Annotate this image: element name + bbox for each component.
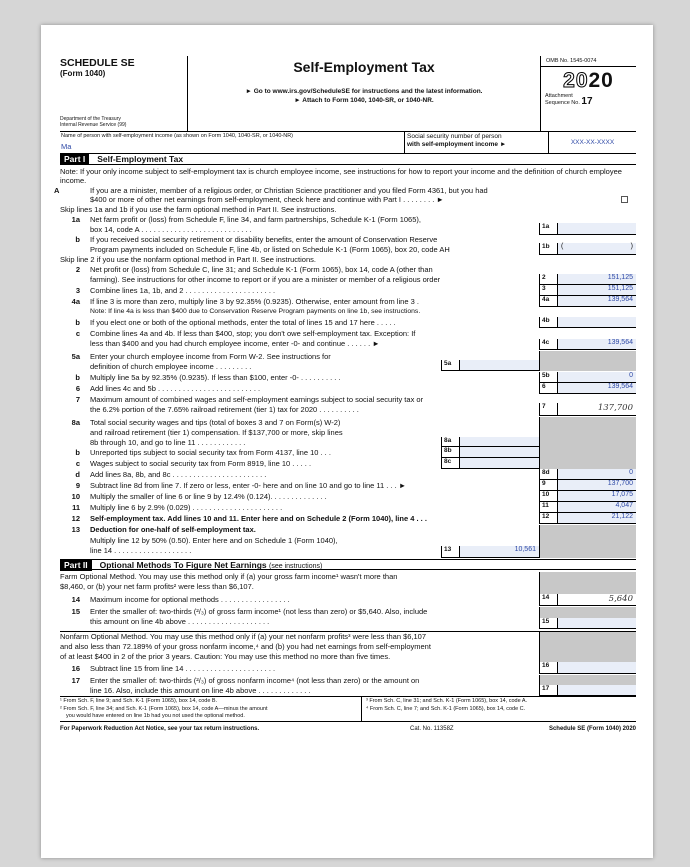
line-6-amount[interactable]: 139,564 bbox=[557, 383, 636, 394]
line-17-text1: Enter the smaller of: two-thirds (²/₃) of gross nonfarm income⁴ (not less than zero) or the amount on bbox=[90, 676, 420, 685]
part1-header bbox=[60, 154, 636, 165]
part1-note: Note: If your only income subject to self-employment tax is church employee income, see instructions for how to report your income and the definition of church employee income. bbox=[60, 167, 622, 185]
name-row bbox=[60, 132, 636, 154]
line-11-label-box: 11 bbox=[539, 502, 557, 513]
footnote-3: ³ From Sch. C, line 31; and Sch. K-1 (Form 1065), box 14, code A. bbox=[366, 698, 528, 704]
line-7-amount[interactable]: 137,700 bbox=[557, 403, 636, 416]
goto-line: ► Go to www.irs.gov/ScheduleSE for instructions and the latest information. bbox=[245, 88, 483, 95]
part1-title: Self-Employment Tax bbox=[97, 154, 184, 164]
ssn-label-1: Social security number of person bbox=[407, 133, 502, 140]
line-15-text1: Enter the smaller of: two-thirds (²/₃) of gross farm income¹ (not less than zero) or $5,640. Also, include bbox=[90, 607, 428, 616]
line-4a-text1: If line 3 is more than zero, multiply line 3 by 92.35% (0.9235). Otherwise, enter amount from line 3 . bbox=[90, 297, 419, 306]
line-8a-text2: and railroad retirement (tier 1) compensation. If $137,700 or more, skip lines bbox=[90, 428, 343, 437]
farm-method-text2: $8,460, or (b) your net farm profits² were less than $6,107. bbox=[60, 582, 254, 591]
line-1a-text1: Net farm profit or (loss) from Schedule F, line 34, and farm partnerships, Schedule K-1 (Form 1065), bbox=[90, 215, 421, 224]
line-13-label-box: 13 bbox=[441, 546, 459, 558]
line-a-number: A bbox=[54, 186, 60, 195]
footnote-2a: ² From Sch. F, line 34; and Sch. K-1 (Form 1065), box 14, code A—minus the amount bbox=[60, 706, 268, 712]
line-3-label-box: 3 bbox=[539, 285, 557, 296]
form-reference: Schedule SE (Form 1040) 2020 bbox=[548, 726, 636, 732]
shaded-block-17 bbox=[539, 675, 636, 685]
line-8c-label-box: 8c bbox=[441, 458, 459, 469]
line-13-text3: line 14 . . . . . . . . . . . . . . . . . . . bbox=[90, 546, 192, 555]
skip1-text: Skip lines 1a and 1b if you use the farm optional method in Part II. See instructions. bbox=[60, 205, 337, 214]
dept-line1: Department of the Treasury bbox=[60, 116, 121, 122]
footnote-2b: you would have entered on line 1b had you not used the optional method. bbox=[66, 713, 245, 719]
nonfarm-method-text1: Nonfarm Optional Method. You may use this method only if (a) your net nonfarm profits³ were less than $6,107 bbox=[60, 632, 427, 641]
line-4b-text: If you elect one or both of the optional methods, enter the total of lines 15 and 17 here . . . . . bbox=[90, 318, 396, 327]
line-a-text1: If you are a minister, member of a religious order, or Christian Science practitioner and you filed Form 4361, but you had bbox=[90, 186, 488, 195]
line-16-amount[interactable] bbox=[557, 662, 636, 674]
line-14-text: Maximum income for optional methods . . . . . . . . . . . . . . . . . bbox=[90, 595, 290, 604]
catalog-number: Cat. No. 11358Z bbox=[410, 726, 454, 732]
line-13-amount[interactable]: 10,561 bbox=[459, 546, 539, 558]
line-5a-text2: definition of church employee income . . . . . . . . . bbox=[90, 362, 252, 371]
schedule-form: (Form 1040) bbox=[60, 69, 106, 78]
line-2-amount[interactable]: 151,125 bbox=[557, 274, 636, 285]
name-value: Ma bbox=[61, 142, 72, 151]
line-8d-label-box: 8d bbox=[539, 469, 557, 480]
part2-title: Optional Methods To Figure Net Earnings bbox=[99, 560, 267, 570]
attachment-label: Attachment bbox=[545, 93, 573, 99]
line-8d-amount[interactable]: 0 bbox=[557, 469, 636, 480]
line-1b-text1: If you received social security retirement or disability benefits, enter the amount of Conservation Reserve bbox=[90, 235, 438, 244]
line-14-amount[interactable]: 5,640 bbox=[557, 594, 636, 606]
part2-header bbox=[60, 559, 636, 570]
line-8c-text: Wages subject to social security tax from Form 8919, line 10 . . . . . bbox=[90, 459, 312, 468]
footer-rule bbox=[60, 721, 636, 722]
footnote-1: ¹ From Sch. F, line 9; and Sch. K-1 (Form 1065), box 14, code B. bbox=[60, 698, 218, 704]
line-4b-label-box: 4b bbox=[539, 317, 557, 328]
line-8b-amount[interactable] bbox=[459, 447, 539, 458]
line-15-text2: this amount on line 4b above . . . . . . . . . . . . . . . . . . . . bbox=[90, 617, 270, 626]
line-16-text: Subtract line 15 from line 14 . . . . . . . . . . . . . . . . . . . . . . bbox=[90, 664, 276, 673]
footnote-4: ⁴ From Sch. C, line 7; and Sch. K-1 (Form 1065), box 14, code C. bbox=[366, 706, 526, 712]
line-4a-label-box: 4a bbox=[539, 296, 557, 307]
nonfarm-method-text3: of at least $400 in 2 of the prior 3 years. Caution: You may use this method no more than five times. bbox=[60, 652, 391, 661]
line-17-amount[interactable] bbox=[557, 685, 636, 696]
line-10-text: Multiply the smaller of line 6 or line 9 by 12.4% (0.124). . . . . . . . . . . . . . bbox=[90, 492, 327, 501]
shaded-block-5a bbox=[539, 351, 636, 371]
line-8a-text3: 8b through 10, and go to line 11 . . . . . . . . . . . . bbox=[90, 438, 246, 447]
line-7-label-box: 7 bbox=[539, 403, 557, 416]
line-1b-open-paren: ( bbox=[561, 243, 564, 250]
year-outline: 20 bbox=[563, 69, 589, 92]
farm-method-text1: Farm Optional Method. You may use this method only if (a) your gross farm income¹ wasn't more than bbox=[60, 572, 398, 581]
nonfarm-method-text2: and also less than 72.189% of your gross nonfarm income,⁴ and (b) you had net earnings from self-employment bbox=[60, 642, 431, 651]
line-12-label-box: 12 bbox=[539, 513, 557, 524]
line-2-label-box: 2 bbox=[539, 274, 557, 285]
part1-tag: Part I bbox=[60, 154, 89, 165]
omb-number: OMB No. 1545-0074 bbox=[541, 56, 636, 67]
part2-tag: Part II bbox=[60, 560, 92, 571]
year-solid: 20 bbox=[588, 69, 614, 92]
line-4b-amount[interactable] bbox=[557, 317, 636, 328]
line-7-text2: the 6.2% portion of the 7.65% railroad retirement (tier 1) tax for 2020 . . . . . . . . . . bbox=[90, 405, 359, 414]
title-block bbox=[188, 56, 540, 131]
line-17-text2: line 16. Also, include this amount on line 4b above . . . . . . . . . . . . . bbox=[90, 686, 311, 695]
line-11-amount[interactable]: 4,047 bbox=[557, 502, 636, 513]
line-1a-amount[interactable] bbox=[557, 223, 636, 235]
form-page bbox=[41, 25, 653, 858]
ssn-label-2: with self-employment income ► bbox=[407, 141, 507, 148]
sequence-label: Sequence No. bbox=[545, 100, 580, 106]
line-6-text: Add lines 4c and 5b . . . . . . . . . . . . . . . . . . . . . . . . . bbox=[90, 384, 261, 393]
line-17-label-box: 17 bbox=[539, 685, 557, 696]
shaded-block-15 bbox=[539, 607, 636, 618]
line-1a-label-box: 1a bbox=[539, 223, 557, 235]
line-3-text: Combine lines 1a, 1b, and 2 . . . . . . . . . . . . . . . . . . . . . . bbox=[90, 286, 276, 295]
attach-line: ► Attach to Form 1040, 1040-SR, or 1040-NR. bbox=[294, 97, 434, 104]
line-1b-text2: Program payments included on Schedule F, line 4b, or listed on Schedule K-1 (Form 1065), box 20, code AH bbox=[90, 245, 450, 254]
line-12-text: Self-employment tax. Add lines 10 and 11. Enter here and on Schedule 2 (Form 1040), line 4 . . . bbox=[90, 514, 427, 523]
line-15-amount[interactable] bbox=[557, 618, 636, 629]
minister-checkbox[interactable] bbox=[621, 196, 628, 203]
line-13-text1: Deduction for one-half of self-employment tax. bbox=[90, 525, 256, 534]
ssn-label bbox=[407, 133, 547, 149]
shaded-block-8 bbox=[539, 417, 636, 469]
line-8a-label-box: 8a bbox=[441, 437, 459, 447]
schedule-title: SCHEDULE SE bbox=[60, 57, 135, 69]
line-5a-amount[interactable] bbox=[459, 360, 539, 371]
line-2-text1: Net profit or (loss) from Schedule C, line 31; and Schedule K-1 (Form 1065), box 14, code A (other than bbox=[90, 265, 433, 274]
name-label: Name of person with self-employment income (as shown on Form 1040, 1040-SR, or 1040-NR) bbox=[61, 133, 294, 139]
line-8a-text1: Total social security wages and tips (total of boxes 3 and 7 on Form(s) W-2) bbox=[90, 418, 341, 427]
line-1b-close-paren: ) bbox=[630, 243, 633, 250]
line-4c-text2: less than $400 and you had church employee income, enter -0- and continue . . . . . . ► bbox=[90, 339, 380, 348]
ssn-field[interactable]: XXX-XX-XXXX bbox=[548, 132, 636, 153]
line-9-text: Subtract line 8d from line 7. If zero or less, enter -0- here and on line 10 and go to line 11 . . . ► bbox=[90, 481, 407, 490]
skip2-text: Skip line 2 if you use the nonfarm optional method in Part II. See instructions. bbox=[60, 255, 316, 264]
line-4c-amount[interactable]: 139,564 bbox=[557, 339, 636, 350]
line-1a-text2: box 14, code A . . . . . . . . . . . . . . . . . . . . . . . . . . . bbox=[90, 225, 252, 234]
name-field[interactable] bbox=[60, 132, 405, 153]
paperwork-notice: For Paperwork Reduction Act Notice, see your tax return instructions. bbox=[60, 726, 260, 732]
line-1b-amount[interactable] bbox=[557, 243, 636, 255]
line-16-label-box: 16 bbox=[539, 662, 557, 674]
line-15-label-box: 15 bbox=[539, 618, 557, 629]
line-11-text: Multiply line 6 by 2.9% (0.029) . . . . . . . . . . . . . . . . . . . . . . bbox=[90, 503, 283, 512]
line-10-label-box: 10 bbox=[539, 491, 557, 502]
omb-block bbox=[540, 56, 636, 131]
line-12-amount[interactable]: 21,122 bbox=[557, 513, 636, 524]
form-title: Self-Employment Tax bbox=[293, 59, 435, 75]
line-3-amount[interactable]: 151,125 bbox=[557, 285, 636, 296]
line-7-text1: Maximum amount of combined wages and self-employment earnings subject to social security tax or bbox=[90, 395, 424, 404]
line-1b-label-box: 1b bbox=[539, 243, 557, 255]
tax-year bbox=[541, 69, 636, 93]
line-5b-amount[interactable]: 0 bbox=[557, 372, 636, 383]
line-4c-text1: Combine lines 4a and 4b. If less than $400, stop; you don't owe self-employment tax. Exception: If bbox=[90, 329, 416, 338]
line-10-amount[interactable]: 17,075 bbox=[557, 491, 636, 502]
footnotes-rule bbox=[60, 696, 636, 697]
line-8b-text: Unreported tips subject to social security tax from Form 4137, line 10 . . . bbox=[90, 448, 331, 457]
schedule-id-block bbox=[60, 56, 188, 131]
part2-sub: (see instructions) bbox=[269, 563, 323, 570]
shaded-block-farm bbox=[539, 572, 636, 594]
form-body: Note: If your only income subject to self-employment tax is church employee income, see instructions for how to report your income and the definition of church employee income. A If you are a minister, member of a religious order, or Christian Science practitioner and you filed Form 4361, but you had $400 or more of other net earnings from self-employment, check here and continue with Part I . . . . . . . . ► Skip lines 1a and 1b if you use the farm optional method in Part II. See instructions. 1a Net farm profit or (loss) from Schedule F, line 34, and farm partnerships, Schedule K-1 (Form 1065), box 14, code A . . . . . . . . . . . . . . . . . . . . . . . . . . . 1a b If you received social security retirement or disability benefits, enter the amount of Conservation Reserve Program payments included on Schedule F, line 4b, or listed on Schedule K-1 (Form 1065), box 20, code AH 1b ( ) Skip line 2 if you use the nonfarm optional method in Part II. See instructions. 2 Net profit or (loss) from Schedule C, line 31; and Schedule K-1 (Form 1065), box 14, code A (other than farming). See instructions for other income to report or if you are a minister or member of a religious order 2 151,125 3 Combine lines 1a, 1b, and 2 . . . . . . . . . . . . . . . . . . . . . . 3 151,125 4a If line 3 is more than zero, multiply line 3 by 92.35% (0.9235). Otherwise, enter amount from line 3 . 4a 139,564 Note: If line 4a is less than $400 due to Conservation Reserve Program payments on line 1b, see instructions. b If you elect one or both of the optional methods, enter the total of lines 15 and 17 here . . . . . 4b c Combine lines 4a and 4b. If less than $400, stop; you don't owe self-employment tax. Exception: If less than $400 and you had church employee income, enter -0- and continue . . . . . . ► 4c 139,564 5a Enter your church employee income from Form W-2. See instructions for definition of church employee income . . . . . . . . . 5a b Multiply line 5a by 92.35% (0.9235). If less than $100, enter -0- . . . . . . . . . . 5b 0 6 Add lines 4c and 5b . . . . . . . . . . . . . . . . . . . . . . . . . 6 139,564 7 Maximum amount of combined wages and self-employment earnings subject to social security tax or the 6.2% portion of the 7.65% railroad retirement (tier 1) tax for 2020 . . . . . . . . . . 7 137,700 8a Total social security wages and tips (total of boxes 3 and 7 on Form(s) W-2) and railroad retirement (tier 1) compensation. If $137,700 or more, skip lines 8b through 10, and go to line 11 . . . . . . . . . . . . 8a b Unreported tips subject to social security tax from Form 4137, line 10 . . . 8b c Wages subject to social security tax from Form 8919, line 10 . . . . . 8c d Add lines 8a, 8b, and 8c . . . . . . . . . . . . . . . . . . . . . . . 8d 0 9 Subtract line 8d from line 7. If zero or less, enter -0- here and on line 10 and go to line 11 . . . ► 9 137,700 10 Multiply the smaller of line 6 or line 9 by 12.4% (0.124). . . . . . . . . . . . . . 10 17,075 11 Multiply line 6 by 2.9% (0.029) . . . . . . . . . . . . . . . . . . . . . . 11 4,047 12 Self-employment tax. Add lines 10 and 11. Enter here and on Schedule 2 (Form 1040), line 4 . . . 12 21,122 13 Deduction for one-half of self-employment tax. Multiply line 12 by 50% (0.50). Enter here and on Schedule 1 (Form 1040), line 14 . . . . . . . . . . . . . . . . . . . 13 10,561 Part II Optional Methods To Figure Net Earnings (see instructions) Farm Optional Method. You may use this method only if (a) your gross farm income¹ wasn't more than $8,460, or (b) your net farm profits² were less than $6,107. 14 Maximum income for optional methods . . . . . . . . . . . . . . . . . 14 5,640 15 Enter the smaller of: two-thirds (²/₃) of gross farm income¹ (not less than zero) or $5,640. Also, include this amount on line 4b above . . . . . . . . . . . . . . . . . . . . 15 Nonfarm Optional Method. You may use this method only if (a) your net nonfarm profits³ were less than $6,107 and also less than 72.189% of your gross nonfarm income,⁴ and (b) you had net earnings from self-employment of at least $400 in 2 of the prior 3 years. Caution: You may use this method no more than five times. 16 Subtract line 15 from line 14 . . . . . . . . . . . . . . . . . . . . . . 16 17 Enter the smaller of: two-thirds (²/₃) of gross nonfarm income⁴ (not less than zero) or the amount on line 16. Also, include this amount on line 4b above . . . . . . . . . . . . . 17 ¹ From Sch. F, line 9; and Sch. K-1 (Form 1065), box 14, code B. ² From Sch. F, line 34; and Sch. K-1 (Form 1065), box 14, code A—minus the amount you would have entered on line 1b had you not used the optional method. ³ From Sch. C, line 31; and Sch. K-1 (Form 1065), box 14, code A. ⁴ From Sch. C, line 7; and Sch. K-1 (Form 1065), box 14, code C. For Paperwork Reduction Act Notice, see your tax return instructions. Cat. No. 11358Z Schedule SE (Form 1040) 2020 bbox=[54, 167, 636, 732]
shaded-block-nonfarm bbox=[539, 632, 636, 662]
line-9-amount[interactable]: 137,700 bbox=[557, 480, 636, 491]
line-4a-note-text: Note: If line 4a is less than $400 due to Conservation Reserve Program payments on line 1b, see instructions. bbox=[90, 308, 421, 315]
line-5b-text: Multiply line 5a by 92.35% (0.9235). If less than $100, enter -0- . . . . . . . . . . bbox=[90, 373, 341, 382]
footnote-divider bbox=[361, 696, 362, 721]
dept-line2: Internal Revenue Service (99) bbox=[60, 122, 127, 128]
line-5a-label-box: 5a bbox=[441, 360, 459, 371]
line-5a-text1: Enter your church employee income from Form W-2. See instructions for bbox=[90, 352, 331, 361]
shaded-block-13 bbox=[539, 525, 636, 558]
attachment-seq bbox=[541, 93, 636, 106]
line-5b-label-box: 5b bbox=[539, 372, 557, 383]
line-6-label-box: 6 bbox=[539, 383, 557, 394]
line-8d-text: Add lines 8a, 8b, and 8c . . . . . . . . . . . . . . . . . . . . . . . bbox=[90, 470, 267, 479]
line-8b-label-box: 8b bbox=[441, 447, 459, 458]
line-9-label-box: 9 bbox=[539, 480, 557, 491]
line-a-text2: $400 or more of other net earnings from self-employment, check here and continue with Part I . . . . . . . . ► bbox=[90, 195, 444, 204]
line-4c-label-box: 4c bbox=[539, 339, 557, 350]
form-header bbox=[60, 56, 636, 132]
line-2-text2: farming). See instructions for other income to report or if you are a minister or member of a religious order bbox=[90, 275, 441, 284]
line-4a-amount[interactable]: 139,564 bbox=[557, 296, 636, 307]
line-8a-amount[interactable] bbox=[459, 437, 539, 447]
department bbox=[60, 116, 126, 128]
line-14-label-box: 14 bbox=[539, 594, 557, 606]
sequence-number: 17 bbox=[581, 96, 593, 107]
line-8c-amount[interactable] bbox=[459, 458, 539, 469]
line-13-text2: Multiply line 12 by 50% (0.50). Enter here and on Schedule 1 (Form 1040), bbox=[90, 536, 338, 545]
